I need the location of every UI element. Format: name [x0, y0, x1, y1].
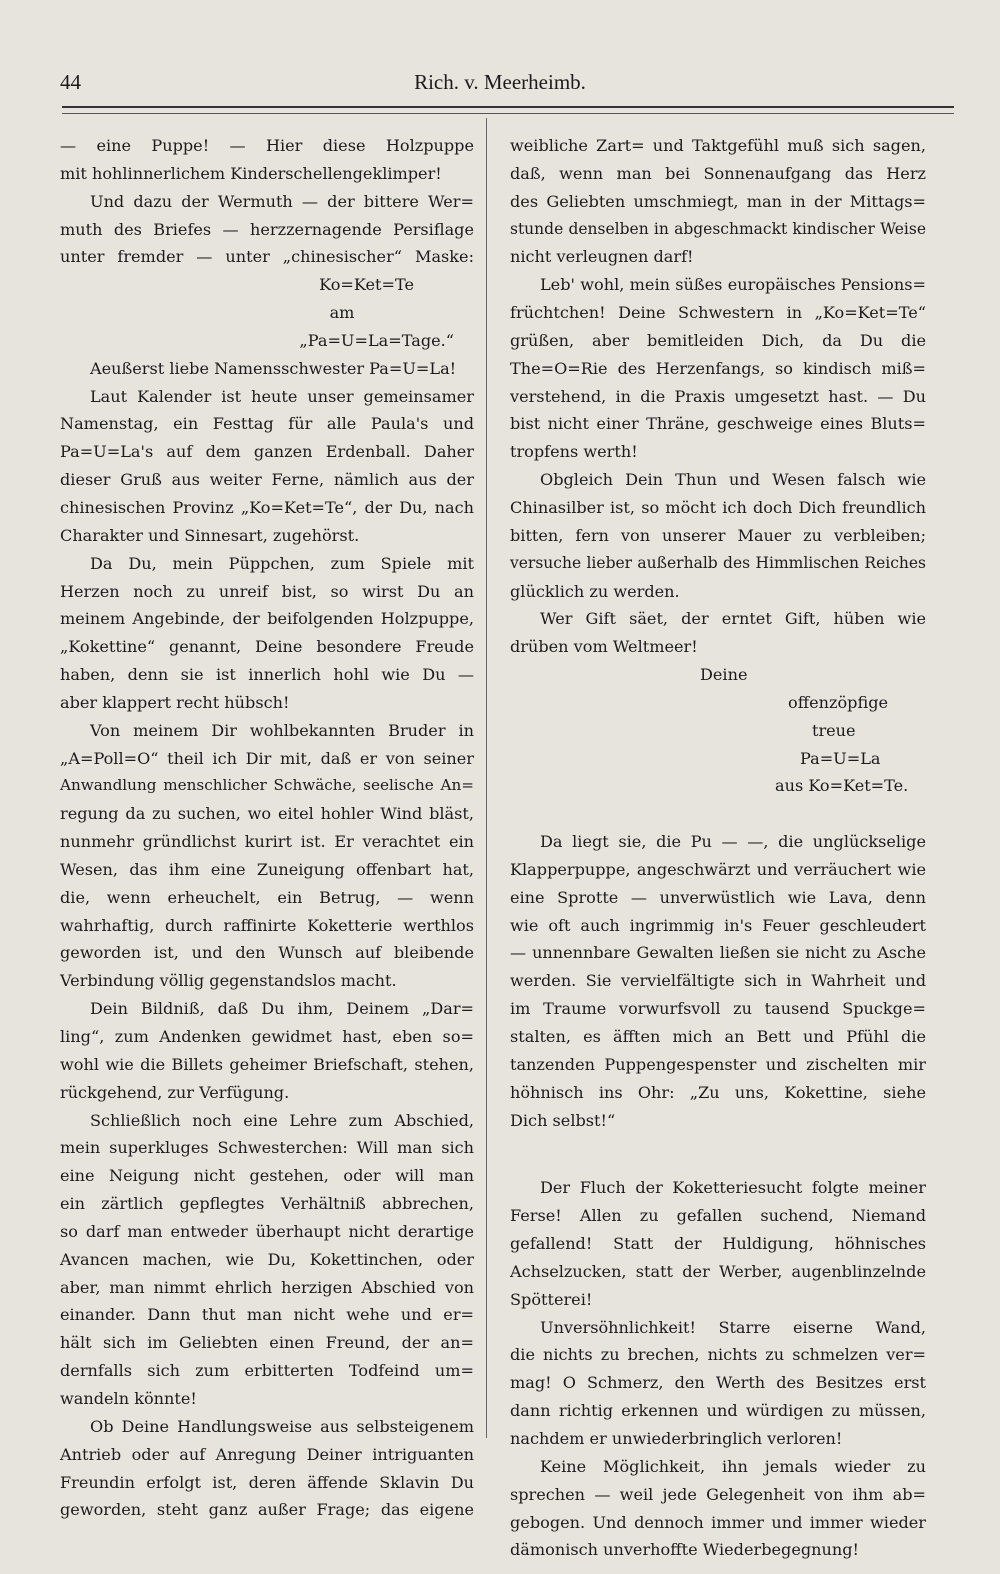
text-line: Da liegt sie, die Pu — —, die unglückselige [540, 832, 926, 852]
text-line: nunmehr gründlichst kurirt ist. Er verachtet ein [60, 832, 474, 852]
text-line: bitten, fern von unserer Mauer zu verbleiben; [510, 525, 926, 545]
text-line: Wesen, das ihm eine Zuneigung offenbart hat, [60, 859, 474, 879]
text-line: die, wenn erheuchelt, ein Betrug, — wenn [60, 887, 474, 907]
text-line: Avancen machen, wie Du, Kokettinchen, oder [60, 1249, 474, 1269]
text-line: Chinasilber ist, so möcht ich doch Dich freundlich [510, 497, 926, 517]
text-line: sprechen — weil jede Gelegenheit von ihm ab= [510, 1484, 926, 1504]
text-line: Laut Kalender ist heute unser gemeinsamer [90, 386, 474, 406]
text-line: Freundin erfolgt ist, deren äffende Sklavin Du [60, 1472, 474, 1492]
text-line: stalten, es äfften mich an Bett und Pfühl die [510, 1027, 926, 1046]
text-line: wohl wie die Billets geheimer Briefschaft, stehen, [60, 1054, 474, 1074]
text-line: dieser Gruß aus weiter Ferne, nämlich aus der [60, 470, 474, 490]
text-line: nicht verleugnen darf! [510, 247, 694, 267]
text-line: stunde denselben in abgeschmackt kindischer Weise [510, 219, 926, 238]
text-line: Wer Gift säet, der erntet Gift, hüben wie [540, 609, 926, 629]
text-line: Ob Deine Handlungsweise aus selbsteigenem [90, 1416, 474, 1436]
text-line: geworden ist, und den Wunsch auf bleibende [60, 943, 474, 963]
text-line: haben, denn sie ist innerlich hohl wie Du — [60, 665, 474, 685]
text-line: wandeln könnte! [60, 1388, 197, 1408]
text-line: dann richtig erkennen und würdigen zu müssen, [510, 1401, 926, 1421]
text-line: Charakter und Sinnesart, zugehörst. [60, 525, 360, 545]
text-line: Von meinem Dir wohlbekannten Bruder in [90, 720, 474, 740]
text-line: Dein Bildniß, daß Du ihm, Deinem „Dar= [90, 999, 474, 1019]
text-line: gebogen. Und dennoch immer und immer wieder [510, 1512, 926, 1532]
text-line: aber klappert recht hübsch! [60, 692, 290, 712]
text-line: höhnisch ins Ohr: „Zu uns, Kokettine, siehe [510, 1082, 926, 1102]
text-line: Der Fluch der Koketteriesucht folgte meiner [540, 1178, 926, 1198]
signature-line: Deine [700, 665, 748, 685]
header-rule-thin [62, 113, 954, 114]
spacer [510, 1134, 926, 1174]
text-line: — eine Puppe! — Hier diese Holzpuppe [60, 136, 474, 155]
right-column [510, 132, 926, 1564]
text-line: gefallend! Statt der Huldigung, höhnisches [510, 1234, 926, 1254]
text-line: Verbindung völlig gegenstandslos macht. [60, 971, 397, 991]
text-line: „A=Poll=O“ theil ich Dir mit, daß er von seiner [60, 748, 474, 768]
text-line: die nichts zu brechen, nichts zu schmelzen ver= [510, 1345, 926, 1365]
text-line: Klapperpuppe, angeschwärzt und verräuchert wie [510, 859, 926, 879]
text-line: mit hohlinnerlichem Kinderschellengeklimper! [60, 163, 442, 183]
column-divider [486, 118, 487, 1438]
text-line: verstehend, in die Praxis umgesetzt hast. — Du [510, 386, 926, 406]
text-line: Dich selbst!“ [510, 1110, 616, 1130]
text-line: — unnennbare Gewalten ließen sie nicht zu Asche [510, 943, 926, 963]
text-line: Ko=Ket=Te [319, 275, 414, 295]
text-line: Antrieb oder auf Anregung Deiner intriguanten [60, 1444, 474, 1464]
header-rule-thick [62, 106, 954, 108]
text-line: Herzen noch zu unreif bist, so wirst Du an [60, 581, 474, 601]
text-line: hält sich im Geliebten einen Freund, der an= [60, 1333, 474, 1353]
text-line: Keine Möglichkeit, ihn jemals wieder zu [540, 1456, 926, 1476]
text-line: aber, man nimmt ehrlich herzigen Abschied von [60, 1277, 474, 1297]
text-line: meinem Angebinde, der beifolgenden Holzpuppe, [60, 609, 474, 629]
text-line: Namenstag, ein Festtag für alle Paula's und [60, 414, 474, 434]
text-line: Achselzucken, statt der Werber, augenblinzelnde [510, 1261, 926, 1281]
text-line: im Traume vorwurfsvoll zu tausend Spuckge= [510, 999, 926, 1019]
text-line: Pa=U=La's auf dem ganzen Erdenball. Daher [60, 442, 474, 462]
text-line: früchtchen! Deine Schwestern in „Ko=Ket=Te“ [510, 303, 926, 323]
text-line: nachdem er unwiederbringlich verloren! [510, 1428, 843, 1448]
text-line: tanzenden Puppengespenster und zischelten mir [510, 1054, 926, 1074]
text-line: werden. Sie vervielfältigte sich in Wahrheit und [510, 971, 926, 991]
text-line: rückgehend, zur Verfügung. [60, 1082, 290, 1102]
text-line: wie oft auch ingrimmig in's Feuer geschleudert [510, 915, 926, 935]
signature-line: aus Ko=Ket=Te. [775, 776, 909, 796]
text-line: „Pa=U=La=Tage.“ [299, 330, 454, 350]
text-line: Schließlich noch eine Lehre zum Abschied, [90, 1110, 474, 1130]
text-line: versuche lieber außerhalb des Himmlischen Reiches [510, 553, 926, 572]
text-line: glücklich zu werden. [510, 581, 680, 601]
text-line: mag! O Schmerz, den Werth des Besitzes erst [510, 1373, 926, 1393]
text-line: daß, wenn man bei Sonnenaufgang das Herz [510, 163, 926, 183]
text-line: weibliche Zart= und Taktgefühl muß sich sagen, [510, 136, 926, 155]
text-line: „Kokettine“ genannt, Deine besondere Freude [60, 637, 474, 657]
signature-line: offenzöpfige [788, 692, 889, 712]
page-number: 44 [60, 70, 81, 94]
text-line: Spötterei! [510, 1289, 593, 1309]
text-line: Anwandlung menschlicher Schwäche, seelische An= [60, 776, 474, 795]
text-line: Obgleich Dein Thun und Wesen falsch wie [540, 470, 926, 490]
text-line: eine Neigung nicht gestehen, oder will man [60, 1166, 474, 1186]
text-line: muth des Briefes — herzzernagende Persiflage [60, 219, 474, 239]
text-line: tropfens werth! [510, 442, 638, 462]
text-line: dernfalls sich zum erbitterten Todfeind um= [60, 1361, 474, 1381]
text-line: Leb' wohl, mein süßes europäisches Pensions= [540, 275, 926, 295]
text-line: chinesischen Provinz „Ko=Ket=Te“, der Du, nach [60, 497, 474, 517]
text-line: unter fremder — unter „chinesischer“ Maske: [60, 247, 474, 267]
text-line: am [329, 303, 355, 323]
text-line: einander. Dann thut man nicht wehe und er= [60, 1305, 474, 1325]
text-line: eine Sprotte — unverwüstlich wie Lava, denn [510, 887, 926, 907]
left-column [60, 132, 474, 1524]
text-line: drüben vom Weltmeer! [510, 637, 698, 657]
text-line: Aeußerst liebe Namensschwester Pa=U=La! [90, 358, 457, 378]
text-line: dämonisch unverhoffte Wiederbegegnung! [510, 1540, 860, 1560]
text-line: The=O=Rie des Herzenfangs, so kindisch miß= [510, 358, 926, 378]
running-title: Rich. v. Meerheimb. [414, 70, 586, 94]
text-line: grüßen, aber bemitleiden Dich, da Du die [510, 330, 926, 350]
text-line: Ferse! Allen zu gefallen suchend, Niemand [510, 1206, 926, 1226]
spacer [510, 800, 926, 828]
text-line: Da Du, mein Püppchen, zum Spiele mit [90, 553, 474, 573]
text-line: mein superkluges Schwesterchen: Will man sich [60, 1138, 474, 1158]
text-line: regung da zu suchen, wo eitel hohler Wind bläst, [60, 804, 474, 824]
text-line: bist nicht einer Thräne, geschweige eines Bluts= [510, 414, 926, 434]
text-line: so darf man entweder überhaupt nicht derartige [60, 1221, 474, 1241]
text-line: ling“, zum Andenken gewidmet hast, eben so= [60, 1027, 474, 1046]
text-line: geworden, steht ganz außer Frage; das eigene [60, 1500, 474, 1520]
text-line: des Geliebten umschmiegt, man in der Mittags= [510, 191, 926, 211]
signature-line: Pa=U=La [800, 748, 881, 768]
signature-line: treue [812, 720, 856, 740]
text-line: ein zärtlich gepflegtes Verhältniß abbrechen, [60, 1194, 474, 1214]
text-line: Unversöhnlichkeit! Starre eiserne Wand, [540, 1317, 926, 1337]
text-line: Und dazu der Wermuth — der bittere Wer= [90, 191, 474, 211]
text-line: wahrhaftig, durch raffinirte Koketterie werthlos [60, 915, 474, 935]
